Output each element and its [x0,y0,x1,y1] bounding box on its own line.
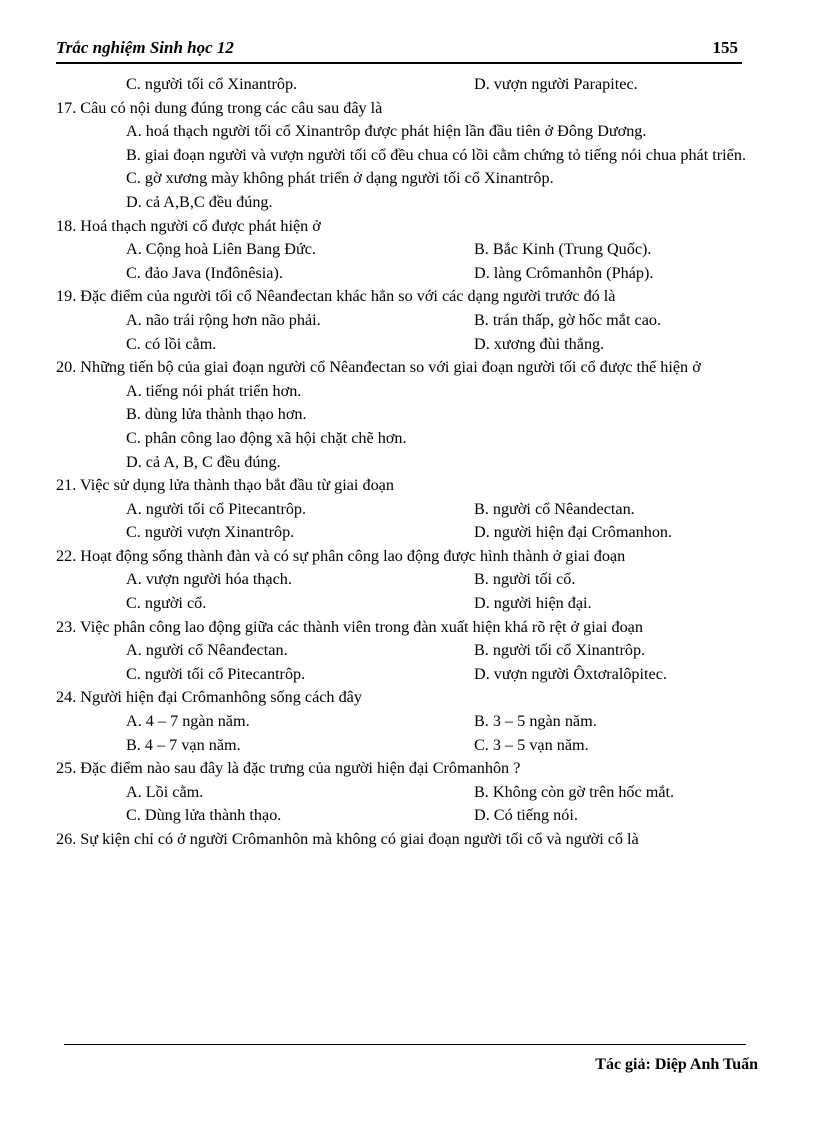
option-b: B. trán thấp, gờ hốc mắt cao. [474,310,662,329]
option-a: A. tiếng nói phát triển hơn. [126,381,302,400]
option-b: B. Không còn gờ trên hốc mắt. [474,782,675,801]
option-c: C. Dùng lửa thành thạo. [126,806,282,825]
option-a: A. người tối cổ Pitecantrôp. [126,499,307,518]
option-a: A. hoá thạch người tối cổ Xinantrôp được phát hiện lần đầu tiên ở Đông Dương. [126,122,647,141]
option-row [56,734,764,758]
option-c: C. phân công lao động xã hội chặt chẽ hơn. [126,428,407,447]
option-a: A. não trái rộng hơn não phải. [126,310,321,329]
question-stem: 23. Việc phân công lao động giữa các thành viên trong đàn xuất hiện khá rõ rệt ở giai đoạn [56,617,643,636]
option-a: A. 4 – 7 ngàn năm. [126,712,250,731]
option-c: C. người tối cổ Pitecantrôp. [126,664,306,683]
option-d: D. Có tiếng nói. [474,806,578,825]
option-row [56,498,764,522]
option-row [56,568,764,592]
option-c: C. đảo Java (Inđônêsia). [126,263,283,282]
option-row [56,521,764,545]
question-stem: 25. Đặc điểm nào sau đây là đặc trưng của người hiện đại Crômanhôn ? [56,759,521,778]
option-row [56,262,764,286]
option-b: B. người cổ Nêandectan. [474,499,635,518]
option-row [56,781,764,805]
question-stem: 24. Người hiện đại Crômanhông sống cách đây [56,688,362,707]
option-d: D. người hiện đại Crômanhon. [474,523,673,542]
option-c: C. người cổ. [126,594,207,613]
option-row [56,238,764,262]
option-c: C. người vượn Xinantrôp. [126,523,295,542]
footer-author: Tác giả: Diệp Anh Tuấn [595,1056,758,1073]
question-stem: 20. Những tiến bộ của giai đoạn người cổ Nêanđectan so với giai đoạn người tối cổ được thể hiện ở [56,358,701,377]
question-stem: 22. Hoạt động sống thành đàn và có sự phân công lao động được hình thành ở giai đoạn [56,546,626,565]
option-d: D. vượn người Ôxtơralôpitec. [474,664,667,683]
page-header [56,34,742,64]
option-row [56,333,764,357]
option-row [56,639,764,663]
option-d: D. vượn người Parapitec. [474,75,638,93]
book-title: Trắc nghiệm Sinh học 12 [56,38,234,57]
option-row [56,804,764,828]
option-b: B. giai đoạn người và vượn người tối cổ đều chua có lồi cằm chứng tỏ tiếng nói chua phát triển. [126,145,747,164]
option-a: A. Cộng hoà Liên Bang Đức. [126,240,316,259]
question-stem: 21. Việc sử dụng lửa thành thạo bắt đầu từ giai đoạn [56,476,394,495]
option-a: A. vượn người hóa thạch. [126,570,292,589]
option-row [56,309,764,333]
option-b: B. người tối cổ Xinantrôp. [474,641,646,660]
option-d: D. cả A,B,C đều đúng. [126,192,273,211]
option-row [56,710,764,734]
option-c: C. có lồi cằm. [126,334,217,353]
question-stem: 17. Câu có nội dung đúng trong các câu sau đây là [56,98,383,117]
option-b: B. 3 – 5 ngàn năm. [474,712,597,731]
question-24 [56,686,764,757]
question-stem: 18. Hoá thạch người cổ được phát hiện ở [56,216,321,235]
option-d: D. xương đùi thẳng. [474,334,605,353]
question-23 [56,616,764,687]
option-c: C. gờ xương mày không phát triển ở dạng người tối cổ Xinantrôp. [126,169,554,188]
option-a: A. Lồi cằm. [126,782,204,801]
option-d: D. người hiện đại. [474,594,592,613]
footer-divider [64,1044,746,1045]
page-content [56,73,764,852]
question-stem: 26. Sự kiện chỉ có ở người Crômanhôn mà không có giai đoạn người tối cổ và người cổ là [56,830,639,848]
option-b: B. dùng lửa thành thạo hơn. [126,405,307,424]
question-21 [56,474,764,545]
option-c: B. 4 – 7 vạn năm. [126,735,241,754]
option-row [56,663,764,687]
option-c: C. người tối cổ Xinantrôp. [126,75,298,93]
option-d: D. cả A, B, C đều đúng. [126,452,281,471]
question-19 [56,285,764,356]
option-d: C. 3 – 5 vạn năm. [474,735,589,754]
question-20 [56,356,764,474]
question-18 [56,215,764,286]
question-stem: 19. Đặc điểm của người tối cổ Nêanđectan khác hẳn so với các dạng người trước đó là [56,287,616,306]
option-row [56,592,764,616]
option-a: A. người cổ Nêanđectan. [126,641,288,660]
question-17 [56,97,764,215]
question-25 [56,757,764,828]
option-d: D. làng Crômanhôn (Pháp). [474,263,654,282]
option-row [56,73,764,97]
question-22 [56,545,764,616]
option-b: B. người tối cổ. [474,570,576,589]
option-b: B. Bắc Kinh (Trung Quốc). [474,240,652,259]
page-number: 155 [712,38,738,57]
question-26 [56,828,764,852]
